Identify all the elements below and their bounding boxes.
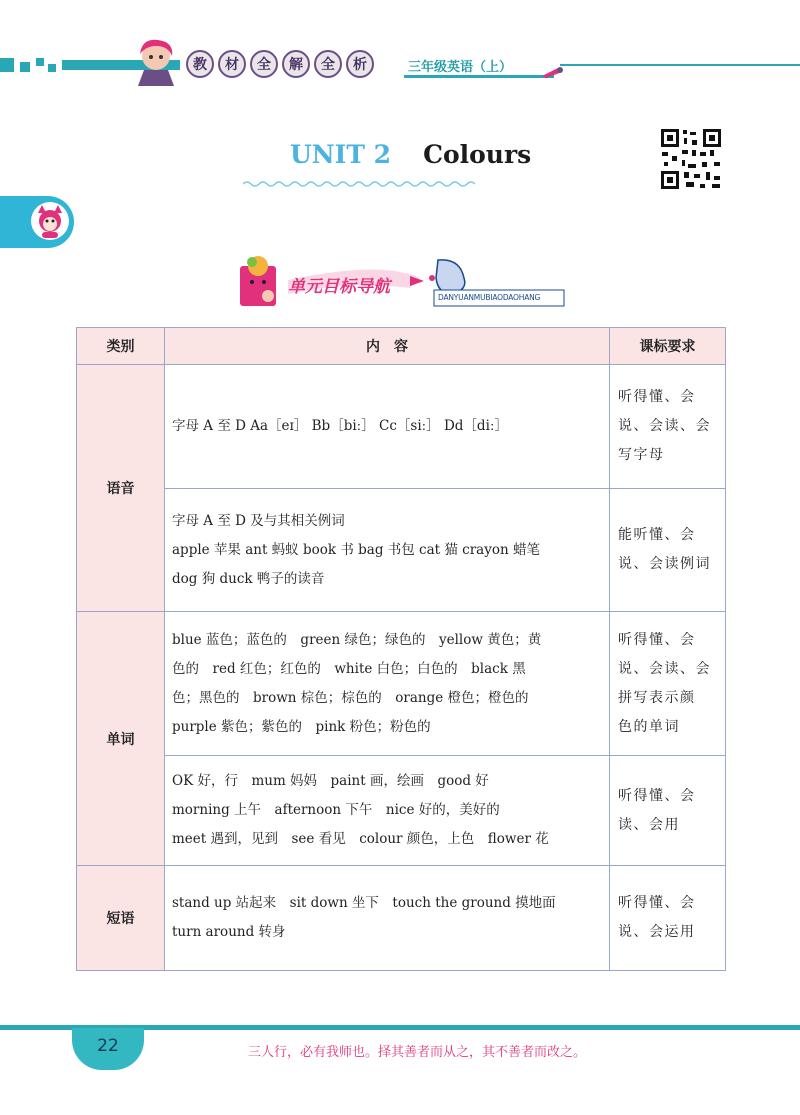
content-cell xyxy=(165,866,610,971)
page-number: 22 xyxy=(97,1036,119,1056)
content-line: purple 紫色；紫色的 pink 粉色；粉色的 xyxy=(172,718,431,735)
title-char: 材 xyxy=(218,50,246,78)
header-content: 内 容 xyxy=(165,328,610,365)
table-row xyxy=(77,612,726,756)
book-series-title xyxy=(186,50,374,78)
fox-mascot-icon xyxy=(30,201,70,241)
title-char: 解 xyxy=(282,50,310,78)
requirement-cell xyxy=(610,756,726,866)
content-line: turn around 转身 xyxy=(172,924,286,940)
section-banner xyxy=(232,254,566,316)
content-line: blue 蓝色；蓝色的 green 绿色；绿色的 yellow 黄色；黄 xyxy=(172,631,542,648)
content-line: stand up 站起来 sit down 坐下 touch the ground 摸地面 xyxy=(172,895,556,911)
requirement-cell xyxy=(610,489,726,612)
mascot-girl-icon xyxy=(128,36,184,86)
banner-title: 单元目标导航 xyxy=(288,277,390,297)
content-line: 色的 red 红色；红色的 white 白色；白色的 black 黑 xyxy=(172,660,526,677)
content-line: dog 狗 duck 鸭子的读音 xyxy=(172,570,325,587)
header-category: 类别 xyxy=(77,328,165,365)
requirement-line: 听得懂、会 xyxy=(618,895,696,911)
requirement-line: 读、会用 xyxy=(618,816,680,833)
requirement-line: 说、会读、会 xyxy=(618,418,711,434)
requirement-line: 说、会读例词 xyxy=(618,556,711,572)
category-cell: 短语 xyxy=(77,866,165,971)
table-row xyxy=(77,365,726,489)
content-line: 色；黑色的 brown 棕色；棕色的 orange 橙色；橙色的 xyxy=(172,689,529,706)
content-line: 字母 A 至 D Aa［eɪ］ Bb［biː］ Cc［siː］ Dd［diː］ xyxy=(172,418,508,434)
content-cell xyxy=(165,365,610,489)
unit-number: UNIT 2 xyxy=(290,140,392,169)
title-char: 析 xyxy=(346,50,374,78)
grade-subject-label: 三年级英语（上） xyxy=(408,60,513,75)
requirement-line: 听得懂、会 xyxy=(618,787,696,804)
content-line: morning 上午 afternoon 下午 nice 好的，美好的 xyxy=(172,802,500,818)
category-cell: 单词 xyxy=(77,612,165,866)
requirement-line: 色的单词 xyxy=(618,718,680,735)
title-char: 全 xyxy=(314,50,342,78)
table-row xyxy=(77,489,726,612)
requirement-cell xyxy=(610,612,726,756)
requirement-line: 听得懂、会 xyxy=(618,389,696,405)
requirement-line: 说、会运用 xyxy=(618,924,696,940)
requirement-line: 听得懂、会 xyxy=(618,631,696,648)
unit-title xyxy=(290,140,531,169)
header-underline xyxy=(404,75,554,78)
table-row xyxy=(77,866,726,971)
requirement-line: 能听懂、会 xyxy=(618,527,696,543)
pen-icon xyxy=(540,64,564,78)
content-cell xyxy=(165,489,610,612)
content-line: 字母 A 至 D 及与其相关例词 xyxy=(172,512,345,529)
banner-pinyin: DANYUANMUBIAODAOHANG xyxy=(438,293,541,302)
requirement-line: 说、会读、会 xyxy=(618,660,711,677)
content-line: OK 好，行 mum 妈妈 paint 画，绘画 good 好 xyxy=(172,773,489,789)
requirement-line: 写字母 xyxy=(618,447,665,463)
qr-code-icon[interactable] xyxy=(660,128,722,190)
content-cell xyxy=(165,612,610,756)
footer-motto: 三人行，必有我师也。择其善者而从之，其不善者而改之。 xyxy=(248,1045,587,1060)
content-cell xyxy=(165,756,610,866)
title-wave-underline xyxy=(243,180,475,188)
unit-name: Colours xyxy=(423,140,532,169)
table-header-row xyxy=(77,328,726,365)
title-char: 全 xyxy=(250,50,278,78)
category-cell: 语音 xyxy=(77,365,165,612)
unit-goals-table xyxy=(76,327,726,971)
requirement-cell xyxy=(610,866,726,971)
content-line: meet 遇到，见到 see 看见 colour 颜色，上色 flower 花 xyxy=(172,831,549,847)
content-line: apple 苹果 ant 蚂蚁 book 书 bag 书包 cat 猫 crayon 蜡笔 xyxy=(172,541,540,558)
header-requirement: 课标要求 xyxy=(610,328,726,365)
requirement-cell xyxy=(610,365,726,489)
header-decoration-strip xyxy=(0,58,800,72)
requirement-line: 拼写表示颜 xyxy=(618,689,696,706)
table-row xyxy=(77,756,726,866)
title-char: 教 xyxy=(186,50,214,78)
